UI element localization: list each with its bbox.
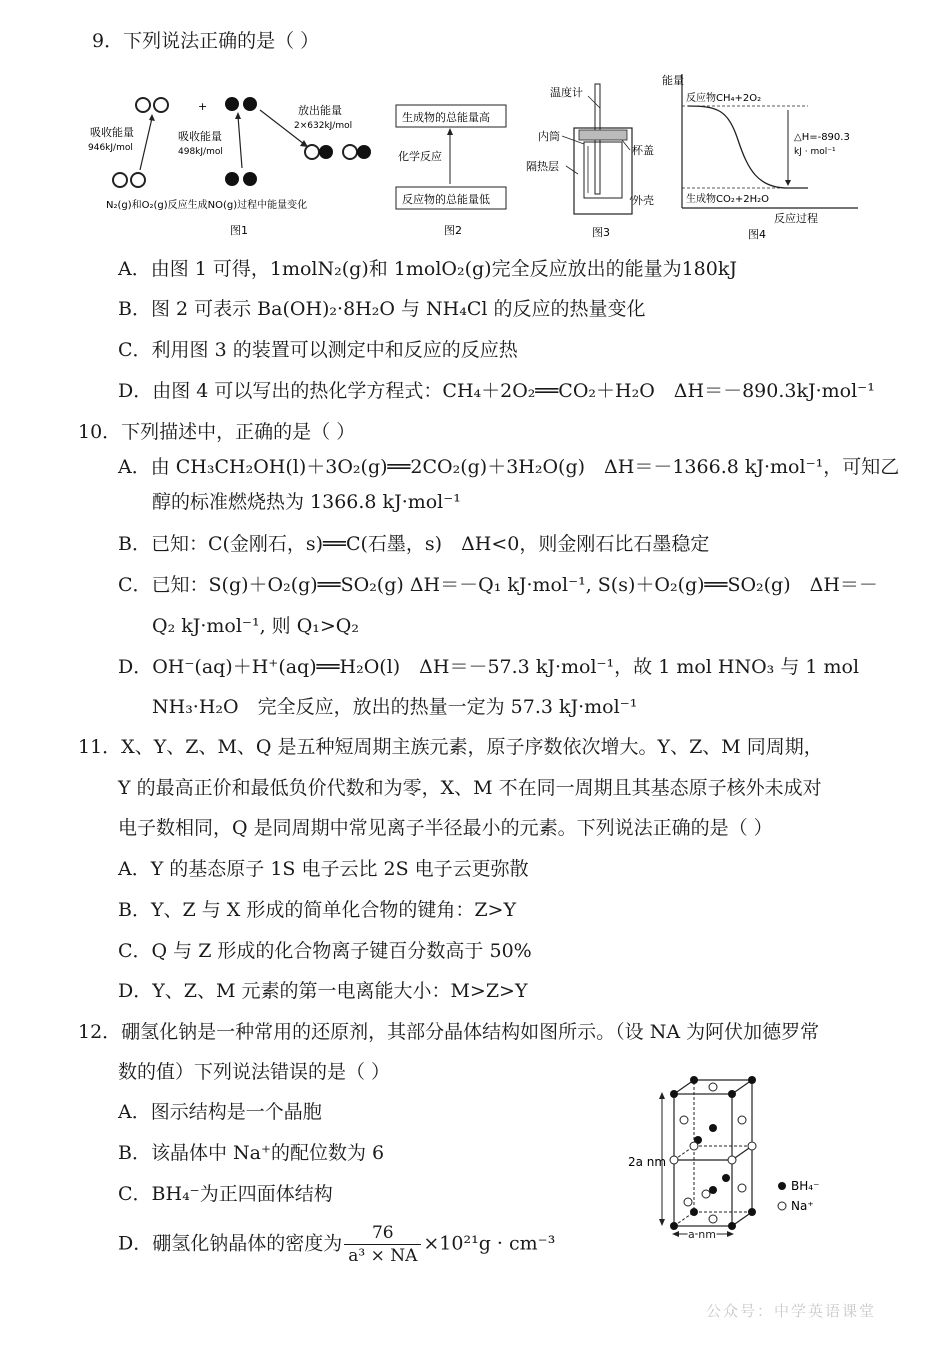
fig3-leader [622,140,630,150]
q10-stem: 10．下列描述中，正确的是（ ） [78,421,356,443]
legend-bh4-label: BH₄⁻ [791,1179,820,1193]
na-ion [670,1156,678,1164]
n2-molecule-atom [113,173,127,187]
q11-option-a: A．Y 的基态原子 1S 电子云比 2S 电子云更弥散 [118,858,529,880]
lid [579,130,627,140]
bh4-ion [690,1076,698,1084]
crystal-structure-figure [622,1068,832,1248]
bh4-ion [670,1222,678,1230]
q11-option-b: B．Y、Z 与 X 形成的简单化合物的键角：Z>Y [118,899,517,921]
fig1-release-value: 2×632kJ/mol [294,121,353,131]
figure-3 [522,78,672,240]
fig1-absorb-label: 吸收能量 [90,126,134,139]
fig3-insulation-label: 隔热层 [526,160,559,173]
fig1-absorb-value-2: 498kJ/mol [178,147,223,157]
arrow-1 [140,118,152,170]
q10-option-a-cont: 醇的标准燃烧热为 1366.8 kJ·mol⁻¹ [152,491,461,513]
legend-bh4-marker [778,1182,786,1190]
q9-option-d: D．由图 4 可以写出的热化学方程式：CH₄＋2O₂══CO₂＋H₂O ΔH＝－890.3kJ·mol⁻¹ [118,380,875,402]
q10-option-d-cont: NH₃·H₂O 完全反应，放出的热量一定为 57.3 kJ·mol⁻¹ [152,696,638,718]
q9-option-c: C．利用图 3 的装置可以测定中和反应的反应热 [118,339,518,361]
fig4-yaxis-label: 能量 [662,74,684,87]
fraction-numerator: 76 [344,1222,421,1245]
fig4-label: 图4 [748,228,766,241]
n2-molecule-atom [131,173,145,187]
bh4-ion [728,1222,736,1230]
q11-option-c: C．Q 与 Z 形成的化合物离子键百分数高于 50% [118,940,532,962]
na-ion [738,1184,746,1192]
fig4-products-label: 生成物CO₂+2H₂O [686,194,770,205]
na-ion [728,1156,736,1164]
fig3-thermometer-label: 温度计 [550,86,583,99]
fig3-leader [566,166,578,174]
height-label: 2a nm [628,1155,667,1169]
no-molecule-n [343,145,357,159]
q10-option-c: C．已知：S(g)＋O₂(g)══SO₂(g) ΔH＝－Q₁ kJ·mol⁻¹, S(s)＋O₂(g)══SO₂(g) ΔH＝－ [118,574,878,596]
fig1-release-label: 放出能量 [298,104,342,117]
no-molecule-n [305,145,319,159]
figure-4 [658,70,868,242]
legend-na-label: Na⁺ [791,1199,814,1213]
bh4-ion [709,1124,717,1132]
q10-option-d: D．OH⁻(aq)＋H⁺(aq)══H₂O(l) ΔH＝－57.3 kJ·mol⁻¹，故 1 mol HNO₃ 与 1 mol [118,656,860,678]
no-molecule-o [319,145,333,159]
width-arrow-right [727,1231,734,1237]
na-ion [680,1116,688,1124]
inner-cup [584,142,622,198]
fig2-arrow-head [447,128,453,135]
legend-na-marker [778,1202,786,1210]
bh4-ion [690,1208,698,1216]
height-arrow-bottom [659,1219,665,1226]
fig1-caption: N₂(g)和O₂(g)反应生成NO(g)过程中能量变化 [106,200,308,211]
density-fraction [344,1222,421,1267]
arrow-2-head [235,112,241,119]
o2-molecule-atom [243,172,257,186]
q12-option-b: B．该晶体中 Na⁺的配位数为 6 [118,1142,385,1164]
fig3-inner-label: 内筒 [538,130,560,143]
n-atom [154,98,168,112]
fraction-denominator: a³ × NA [348,1246,418,1266]
plus-sign: + [198,100,208,113]
fig3-leader [588,96,600,108]
bh4-ion [748,1076,756,1084]
fig2-mid-text: 化学反应 [398,150,442,163]
fig2-bottom-text: 反应物的总能量低 [402,193,490,206]
q12-option-d-suffix: ×10²¹g · cm⁻³ [423,1232,556,1255]
q12-stem-1: 12．硼氢化钠是一种常用的还原剂，其部分晶体结构如图所示。（设 NA 为阿伏加德罗常 [78,1021,820,1043]
fig1-absorb-value: 946kJ/mol [88,143,133,153]
q12-option-d [118,1222,555,1267]
fig4-energy-curve [688,106,808,188]
q10-option-c-cont: Q₂ kJ·mol⁻¹, 则 Q₁>Q₂ [152,615,360,637]
q11-option-d: D．Y、Z、M 元素的第一电离能大小：M>Z>Y [118,980,528,1002]
n-atom [136,98,150,112]
fig2-top-text: 生成物的总能量高 [402,111,490,124]
q11-stem-3: 电子数相同，Q 是同周期中常见离子半径最小的元素。下列说法正确的是（ ） [118,817,773,839]
na-ion [690,1142,698,1150]
watermark: 公众号：中学英语课堂 [706,1302,877,1320]
fig4-xaxis-label: 反应过程 [774,212,818,225]
q11-stem-2: Y 的最高正价和最低负价代数和为零，X、M 不在同一周期且其基态原子核外未成对 [118,777,822,799]
figure-2 [390,100,520,240]
q12-stem-2: 数的值）下列说法错误的是（ ） [118,1061,391,1083]
fig4-dh-arrow-head [785,180,791,186]
fig1-label: 图1 [230,224,248,237]
fig2-label: 图2 [444,224,462,237]
fig3-label: 图3 [592,226,610,239]
na-ion [702,1190,710,1198]
q10-option-a: A．由 CH₃CH₂OH(l)＋3O₂(g)══2CO₂(g)＋3H₂O(g) ΔH＝－1366.8 kJ·mol⁻¹，可知乙 [118,456,900,478]
fig4-reactants-label: 反应物CH₄+2O₂ [686,93,762,104]
na-ion [684,1198,692,1206]
q12-option-c: C．BH₄⁻为正四面体结构 [118,1183,333,1205]
q10-option-b: B．已知：C(金刚石，s)══C(石墨，s) ΔH<0，则金刚石比石墨稳定 [118,533,710,555]
q12-option-a: A．图示结构是一个晶胞 [118,1101,322,1123]
outer-shell [574,128,632,214]
fig4-dh-unit: kJ · mol⁻¹ [794,147,836,157]
na-ion [748,1142,756,1150]
arrow-2 [238,116,242,168]
bh4-ion [670,1090,678,1098]
arrow-1-head [149,114,155,121]
height-arrow-top [659,1092,665,1099]
o-atom [225,97,239,111]
bh4-ion [748,1208,756,1216]
width-label: a nm [688,1228,716,1241]
na-ion [709,1083,717,1091]
bh4-ion [728,1090,736,1098]
q9-option-b: B．图 2 可表示 Ba(OH)₂·8H₂O 与 NH₄Cl 的反应的热量变化 [118,298,646,320]
fig1-absorb-label-2: 吸收能量 [178,130,222,143]
bh4-ion [722,1174,730,1182]
fig3-shell-label: 外壳 [632,194,654,207]
na-ion [709,1215,717,1223]
width-arrow-left [672,1231,679,1237]
q9-stem: 9．下列说法正确的是（ ） [92,30,320,52]
q12-option-d-prefix: D．硼氢化钠晶体的密度为 [118,1232,343,1255]
o2-molecule-atom [225,172,239,186]
q11-stem-1: 11．X、Y、Z、M、Q 是五种短周期主族元素，原子序数依次增大。Y、Z、M 同周期， [78,736,823,758]
na-ion [738,1116,746,1124]
fig3-lid-label: 杯盖 [632,144,654,157]
o-atom [243,97,257,111]
figure-1 [80,88,380,238]
q9-option-a: A．由图 1 可得，1molN₂(g)和 1molO₂(g)完全反应放出的能量为180kJ [118,258,737,280]
no-molecule-o [357,145,371,159]
fig4-dh-value: △H=-890.3 [794,132,850,143]
